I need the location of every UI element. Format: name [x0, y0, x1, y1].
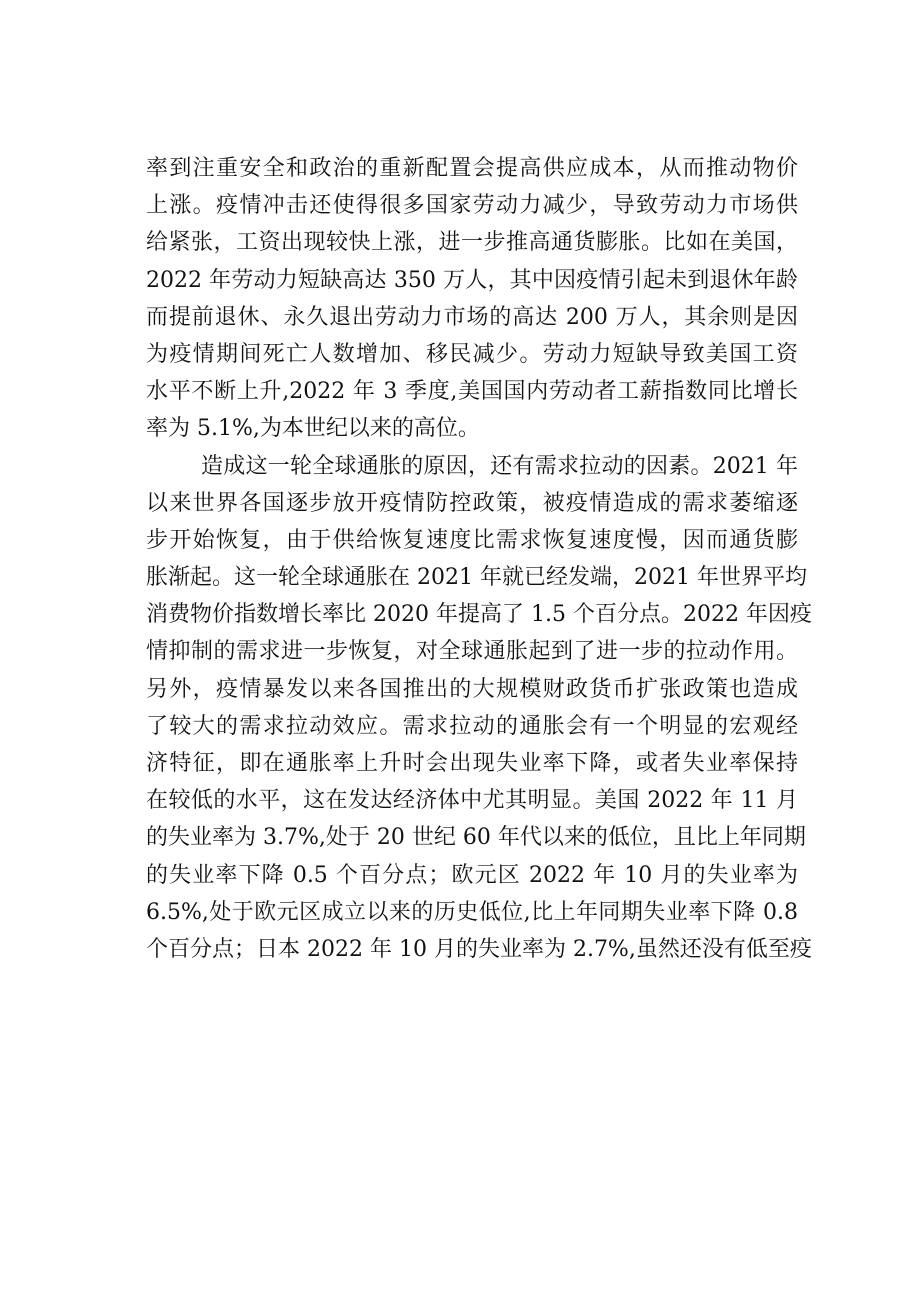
text-line: 另外，疫情暴发以来各国推出的大规模财政货币扩张政策也造成 — [146, 676, 798, 702]
text-line: 率为 5.1%,为本世纪以来的高位。 — [146, 416, 480, 442]
text-line: 步开始恢复，由于供给恢复速度比需求恢复速度慢，因而通货膨 — [146, 527, 798, 553]
paragraph-1 — [146, 150, 798, 448]
body-text — [146, 150, 812, 968]
text-line: 消费物价指数增长率比 2020 年提高了 1.5 个百分点。2022 年因疫 — [146, 602, 812, 628]
text-line: 的失业率为 3.7%,处于 20 世纪 60 年代以来的低位，且比上年同期 — [146, 825, 806, 851]
text-line: 济特征，即在通胀率上升时会出现失业率下降，或者失业率保持 — [146, 751, 798, 776]
text-line: 情抑制的需求进一步恢复，对全球通胀起到了进一步的拉动作用。 — [146, 639, 798, 665]
text-line: 而提前退休、永久退出劳动力市场的高达 200 万人，其余则是因 — [146, 304, 798, 330]
text-line: 的失业率下降 0.5 个百分点；欧元区 2022 年 10 月的失业率为 — [146, 862, 798, 888]
text-line: 胀渐起。这一轮全球通胀在 2021 年就已经发端，2021 年世界平均 — [146, 565, 807, 591]
text-line: 为疫情期间死亡人数增加、移民减少。劳动力短缺导致美国工资 — [146, 341, 798, 367]
text-line: 上涨。疫情冲击还使得很多国家劳动力减少，导致劳动力市场供 — [146, 193, 798, 219]
text-line: 6.5%,处于欧元区成立以来的历史低位,比上年同期失业率下降 0.8 — [146, 899, 798, 925]
text-line: 在较低的水平，这在发达经济体中尤其明显。美国 2022 年 11 月 — [146, 788, 798, 814]
text-line: 了较大的需求拉动效应。需求拉动的通胀会有一个明显的宏观经 — [146, 713, 798, 739]
text-line: 2022 年劳动力短缺高达 350 万人，其中因疫情引起未到退休年龄 — [146, 267, 798, 293]
text-line: 率到注重安全和政治的重新配置会提高供应成本，从而推动物价 — [146, 156, 798, 181]
text-line: 造成这一轮全球通胀的原因，还有需求拉动的因素。2021 年 — [201, 453, 798, 479]
paragraph-2 — [146, 448, 812, 969]
text-line: 以来世界各国逐步放开疫情防控政策，被疫情造成的需求萎缩逐 — [146, 490, 798, 516]
text-line: 给紧张，工资出现较快上涨，进一步推高通货膨胀。比如在美国， — [146, 230, 798, 256]
text-line: 水平不断上升,2022 年 3 季度,美国国内劳动者工薪指数同比增长 — [146, 379, 798, 405]
text-line: 个百分点；日本 2022 年 10 月的失业率为 2.7%,虽然还没有低至疫 — [146, 936, 812, 962]
